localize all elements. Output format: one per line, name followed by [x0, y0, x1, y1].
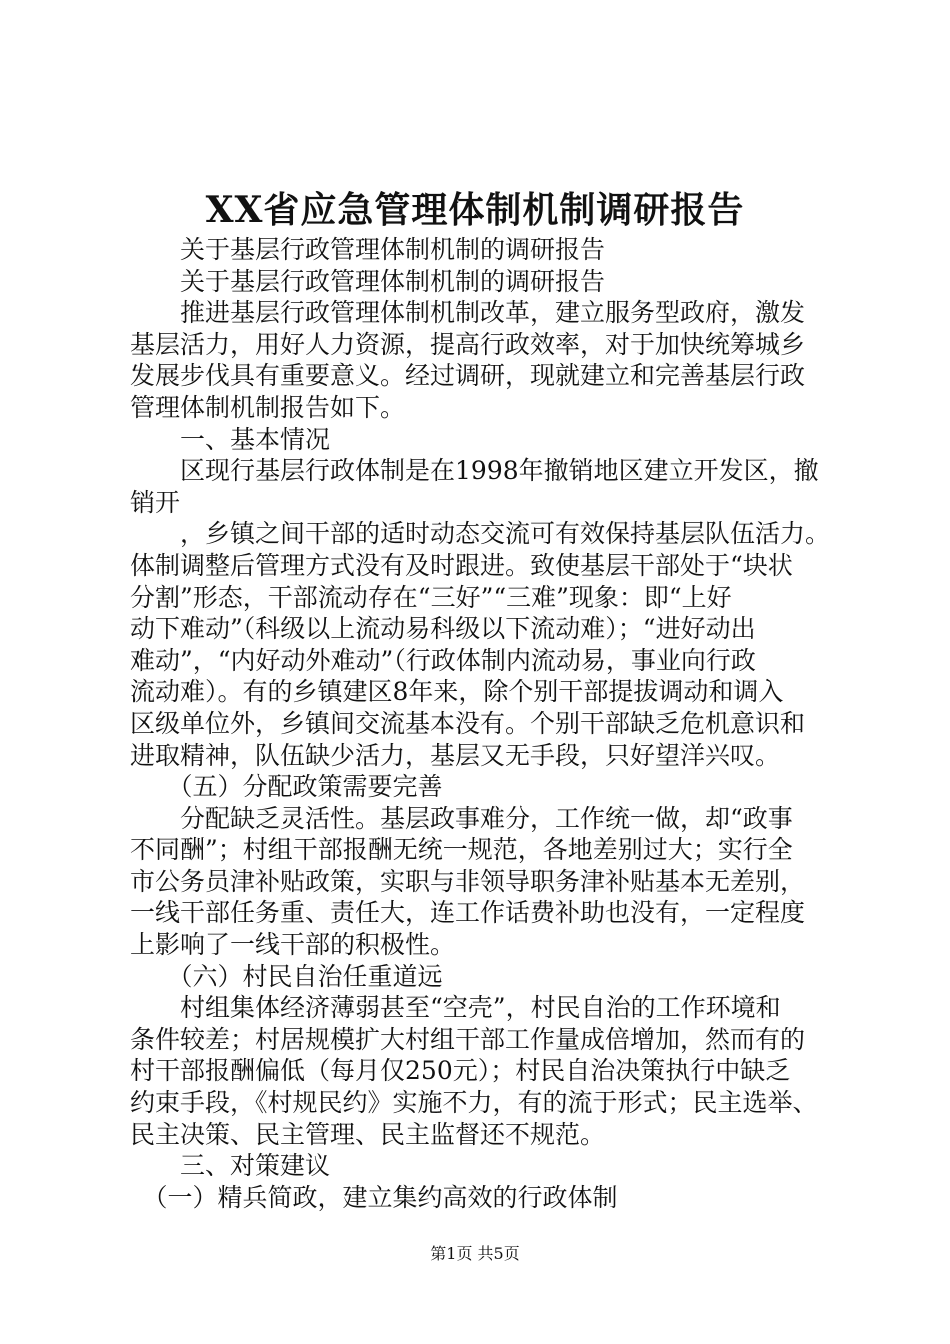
body-line: 基层活力，用好人力资源，提高行政效率，对于加快统筹城乡: [130, 329, 806, 359]
body-line: 市公务员津补贴政策，实职与非领导职务津补贴基本无差别，: [130, 866, 806, 896]
subsection-heading: （六）村民自治任重道远: [130, 961, 443, 991]
subsection-heading: （五）分配政策需要完善: [130, 772, 443, 802]
body-line: 区级单位外，乡镇间交流基本没有。个别干部缺乏危机意识和: [130, 708, 806, 738]
body-line: 管理体制机制报告如下。: [130, 392, 406, 422]
body-line: 民主决策、民主管理、民主监督还不规范。: [130, 1119, 606, 1149]
body-line: 条件较差；村居规模扩大村组干部工作量成倍增加，然而有的: [130, 1024, 806, 1054]
body-line: 进取精神，队伍缺少活力，基层又无手段，只好望洋兴叹。: [130, 740, 781, 770]
document-body: [130, 234, 830, 1213]
subsection-heading: （一）精兵简政，建立集约高效的行政体制: [130, 1182, 618, 1212]
body-line: 推进基层行政管理体制机制改革，建立服务型政府，激发: [130, 298, 806, 328]
body-line: 一线干部任务重、责任大，连工作话费补助也没有，一定程度: [130, 898, 806, 928]
section-heading: 三、对策建议: [130, 1151, 331, 1181]
body-line: 销开: [130, 487, 181, 517]
body-line: 村干部报酬偏低（每月仅250元）；村民自治决策执行中缺乏: [130, 1056, 791, 1086]
body-line: 发展步伐具有重要意义。经过调研，现就建立和完善基层行政: [130, 361, 806, 391]
document-title: XX省应急管理体制机制调研报告: [205, 189, 745, 231]
body-line: 分配缺乏灵活性。基层政事难分，工作统一做，却“政事: [130, 803, 793, 833]
body-line: 不同酬”；村组干部报酬无统一规范，各地差别过大；实行全: [130, 835, 793, 865]
body-line: 村组集体经济薄弱甚至“空壳”，村民自治的工作环境和: [130, 993, 781, 1023]
body-line: 流动难）。有的乡镇建区8年来，除个别干部提拔调动和调入: [130, 677, 784, 707]
body-line: 上影响了一线干部的积极性。: [130, 930, 456, 960]
body-line: 约束手段，《村规民约》实施不力，有的流于形式；民主选举、: [130, 1088, 818, 1118]
body-line: 动下难动”（科级以上流动易科级以下流动难）；“进好动出: [130, 614, 756, 644]
section-heading: 一、基本情况: [130, 424, 331, 454]
body-line: ，乡镇之间干部的适时动态交流可有效保持基层队伍活力。: [130, 519, 831, 549]
body-line: 关于基层行政管理体制机制的调研报告: [130, 266, 606, 296]
body-line: 关于基层行政管理体制机制的调研报告: [130, 235, 606, 264]
page-number: 第1页 共5页: [430, 1244, 520, 1263]
body-line: 区现行基层行政体制是在1998年撤销地区建立开发区，撤: [130, 456, 819, 486]
body-line: 体制调整后管理方式没有及时跟进。致使基层干部处于“块状: [130, 550, 793, 580]
body-line: 难动”，“内好动外难动”（行政体制内流动易，事业向行政: [130, 645, 756, 675]
body-line: 分割”形态，干部流动存在“三好”“三难”现象：即“上好: [130, 582, 732, 612]
